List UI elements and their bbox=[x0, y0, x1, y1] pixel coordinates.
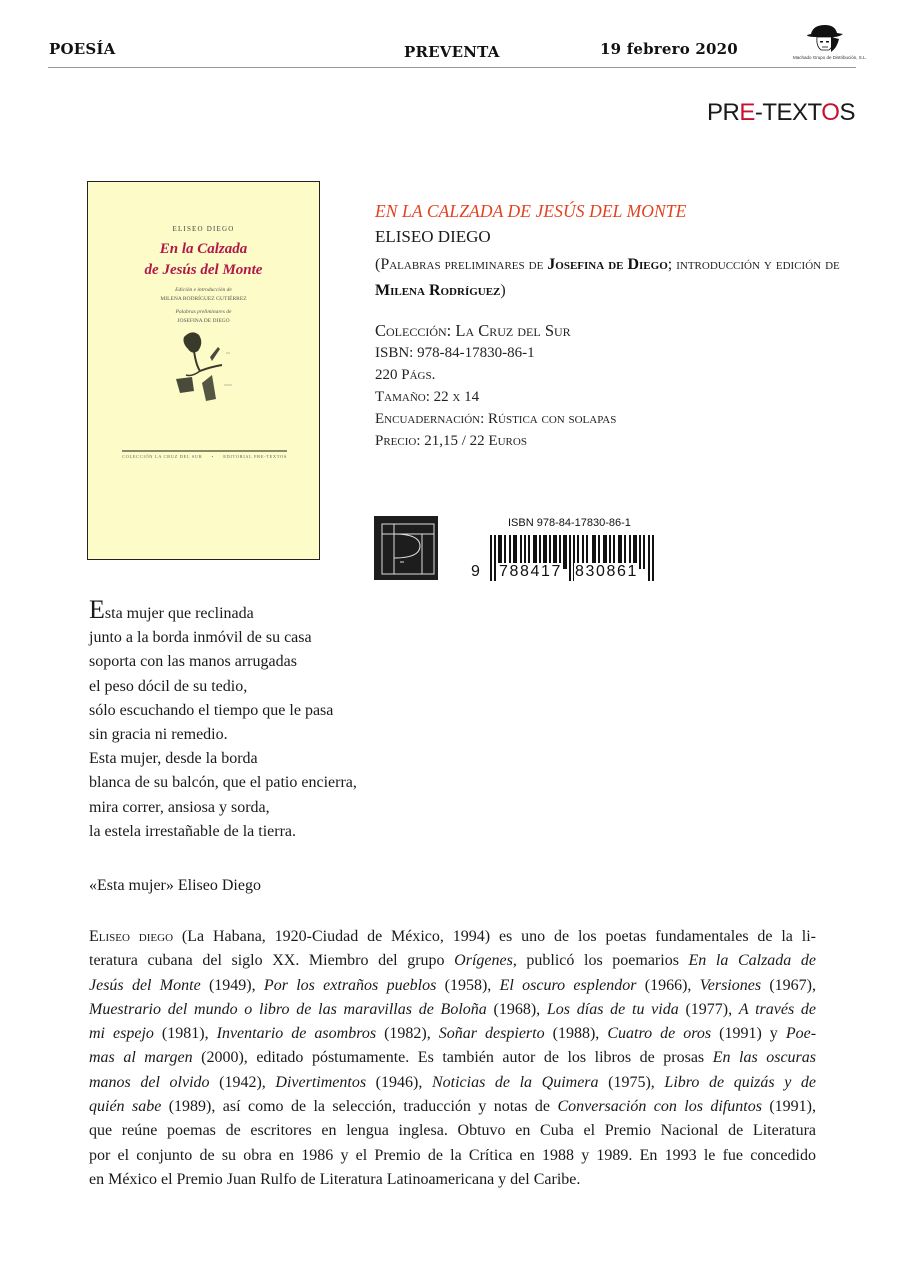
bio-line bbox=[89, 949, 816, 973]
poem-line-text: sta mujer que reclinada bbox=[104, 605, 254, 622]
bio-text: teratura cubana del siglo XX. Miembro del grupo bbox=[89, 952, 455, 970]
work-title: Muestrario del mundo o libro de las maravillas de Boloña bbox=[89, 1000, 487, 1018]
bio-line bbox=[89, 1119, 816, 1143]
pages: 220 Págs. bbox=[375, 367, 436, 383]
barcode-digit-first: 9 bbox=[471, 563, 482, 580]
poem-caption: «Esta mujer» Eliseo Diego bbox=[89, 877, 261, 894]
isbn-barcode bbox=[468, 516, 668, 584]
book-author: ELISEO DIEGO bbox=[375, 227, 491, 246]
bio-text: (2000), editado póstumamente. Es también autor de los libros de prosas bbox=[192, 1049, 713, 1067]
publisher-mark bbox=[374, 516, 438, 580]
bio-text: (1981), bbox=[153, 1025, 217, 1043]
poem bbox=[89, 595, 357, 844]
bio-line bbox=[89, 1095, 816, 1119]
cover-preface-label: Palabras preliminares de bbox=[175, 309, 232, 315]
bio-text: (1968), bbox=[486, 1000, 547, 1018]
pt-monogram-icon bbox=[374, 516, 438, 580]
book-credits bbox=[375, 252, 875, 304]
author-name: Eliseo diego bbox=[89, 928, 174, 945]
poem-line: el peso dócil de su tedio, bbox=[89, 677, 248, 695]
cover-rule bbox=[122, 450, 287, 452]
barcode-isbn-label: ISBN 978-84-17830-86-1 bbox=[508, 517, 631, 529]
book-metadata bbox=[375, 320, 616, 452]
cover-title-line: de Jesús del Monte bbox=[144, 262, 263, 278]
work-title: Versiones bbox=[699, 976, 762, 994]
brand-part: S bbox=[839, 99, 855, 126]
collection: Colección: La Cruz del Sur bbox=[375, 321, 571, 340]
bio-text: en México el Premio Juan Rulfo de Literatura Latinoamericana y del Caribe. bbox=[89, 1170, 581, 1188]
bio-text: (1967), bbox=[761, 976, 817, 994]
bio-line bbox=[89, 1071, 816, 1095]
bio-text: , publicó los poemarios bbox=[512, 952, 689, 970]
drop-cap: E bbox=[89, 595, 105, 624]
bio-text: (1977), bbox=[678, 1000, 739, 1018]
work-title: A través de bbox=[738, 1000, 817, 1018]
work-title: quién sabe bbox=[89, 1098, 162, 1116]
work-title: El oscuro esplendor bbox=[499, 976, 637, 994]
price: Precio: 21,15 / 22 Euros bbox=[375, 433, 527, 449]
work-title: En las oscuras bbox=[712, 1049, 816, 1067]
bio-text: (1989), así como de la selección, traducción y notas de bbox=[161, 1098, 558, 1116]
bio-text: que reúne poemas de escritores en lengua inglesa. Obtuvo en Cuba el Premio Nacional de Literatura bbox=[89, 1122, 816, 1140]
bio-line bbox=[89, 1046, 816, 1070]
poem-line: soporta con las manos arrugadas bbox=[89, 653, 297, 671]
cover-preface-author: JOSEFINA DE DIEGO bbox=[177, 318, 230, 324]
cover-author: ELISEO DIEGO bbox=[172, 225, 235, 233]
brand-part-accent: E bbox=[739, 99, 755, 126]
work-title: Libro de quizás y de bbox=[664, 1073, 817, 1091]
distributor-logo bbox=[793, 22, 867, 64]
bio-text: (1942), bbox=[209, 1073, 276, 1091]
bio-line bbox=[89, 998, 816, 1022]
work-title: Noticias de la Quimera bbox=[431, 1073, 599, 1091]
release-date: 19 febrero 2020 bbox=[600, 40, 738, 58]
work-title: manos del olvido bbox=[89, 1073, 210, 1091]
work-title: mi espejo bbox=[89, 1025, 154, 1043]
pre-textos-logo bbox=[707, 101, 855, 125]
credits-text: ) bbox=[500, 282, 506, 299]
bio-line bbox=[89, 1144, 816, 1168]
work-title: En la Calzada de bbox=[688, 952, 816, 970]
cover-title-line: En la Calzada bbox=[159, 241, 248, 257]
poem-line: Esta mujer, desde la borda bbox=[89, 750, 258, 768]
cover-publisher: EDITORIAL PRE-TEXTOS bbox=[223, 454, 287, 459]
bio-line bbox=[89, 925, 816, 949]
brand-part: PR bbox=[707, 99, 740, 126]
work-title: Cuatro de oros bbox=[607, 1025, 712, 1043]
book-cover bbox=[87, 181, 320, 560]
work-title: Los días de tu vida bbox=[546, 1000, 679, 1018]
brand-part: -TEXT bbox=[754, 99, 822, 126]
author-biography bbox=[89, 925, 816, 1192]
cover-edition-label: Edición e introducción de bbox=[175, 287, 232, 293]
poem-line: junto a la borda inmóvil de su casa bbox=[89, 629, 312, 647]
cover-title bbox=[88, 239, 319, 281]
barcode-digits-right: 830861 bbox=[575, 563, 638, 580]
poem-line bbox=[89, 595, 357, 626]
work-title: mas al margen bbox=[89, 1049, 193, 1067]
editor-name: Milena Rodríguez bbox=[375, 282, 501, 299]
isbn: ISBN: 978-84-17830-86-1 bbox=[375, 345, 535, 361]
work-title: Poe- bbox=[785, 1025, 817, 1043]
work-title: Jesús del Monte bbox=[89, 976, 201, 994]
barcode-digits-left: 788417 bbox=[499, 563, 562, 580]
section-label: POESÍA bbox=[49, 40, 116, 58]
poem-line: la estela irrestañable de la tierra. bbox=[89, 822, 296, 840]
work-title: Soñar despierto bbox=[438, 1025, 545, 1043]
bio-text: (1958), bbox=[436, 976, 500, 994]
bio-text: (1949), bbox=[200, 976, 264, 994]
poem-line: sin gracia ni remedio. bbox=[89, 726, 228, 744]
cover-collection: COLECCIÓN LA CRUZ DEL SUR bbox=[122, 454, 203, 459]
cover-editor: MILENA RODRÍGUEZ GUTIÉRREZ bbox=[160, 296, 247, 302]
bio-text: (1946), bbox=[366, 1073, 432, 1091]
cover-illustration-icon bbox=[166, 327, 241, 407]
cover-bullet: • bbox=[211, 454, 214, 459]
bio-text: (1988), bbox=[544, 1025, 608, 1043]
bio-line bbox=[89, 974, 816, 998]
credits-text: ; introducción y edición de bbox=[667, 256, 840, 273]
man-with-hat-icon bbox=[793, 22, 857, 56]
bio-text: (1982), bbox=[376, 1025, 439, 1043]
presale-label: PREVENTA bbox=[404, 43, 500, 61]
bio-text: (1966), bbox=[636, 976, 700, 994]
binding: Encuadernación: Rústica con solapas bbox=[375, 411, 617, 427]
credits-text: (Palabras preliminares de bbox=[375, 256, 548, 273]
brand-part-accent: O bbox=[821, 99, 840, 126]
size: Tamaño: 22 x 14 bbox=[375, 389, 480, 405]
cover-footer bbox=[122, 454, 287, 459]
bio-line bbox=[89, 1022, 816, 1046]
bio-text: (1991) y bbox=[711, 1025, 786, 1043]
bio-text: por el conjunto de su obra en 1986 y el Premio de la Crítica en 1988 y 1989. En 1993 le fue concedido bbox=[89, 1146, 816, 1164]
poem-line: sólo escuchando el tiempo que le pasa bbox=[89, 701, 334, 719]
bio-text: (1975), bbox=[598, 1073, 665, 1091]
work-title: Conversación con los difuntos bbox=[557, 1098, 762, 1116]
work-title: Por los extraños pueblos bbox=[263, 976, 437, 994]
poem-line: blanca de su balcón, que el patio encierra, bbox=[89, 774, 357, 792]
work-title: Orígenes bbox=[454, 952, 513, 970]
poem-line: mira correr, ansiosa y sorda, bbox=[89, 798, 270, 816]
bio-text: (1991), bbox=[761, 1098, 816, 1116]
book-title: EN LA CALZADA DE JESÚS DEL MONTE bbox=[375, 201, 687, 221]
bio-text: (La Habana, 1920-Ciudad de México, 1994) es uno de los poetas fundamentales de la li- bbox=[173, 928, 816, 945]
work-title: Inventario de asombros bbox=[216, 1025, 377, 1043]
work-title: Divertimentos bbox=[275, 1073, 367, 1091]
preface-author: Josefina de Diego bbox=[547, 256, 668, 273]
header-divider bbox=[48, 67, 856, 68]
bio-line bbox=[89, 1168, 816, 1192]
distributor-caption: Machado Grupo de Distribución, S.L. bbox=[793, 55, 867, 60]
